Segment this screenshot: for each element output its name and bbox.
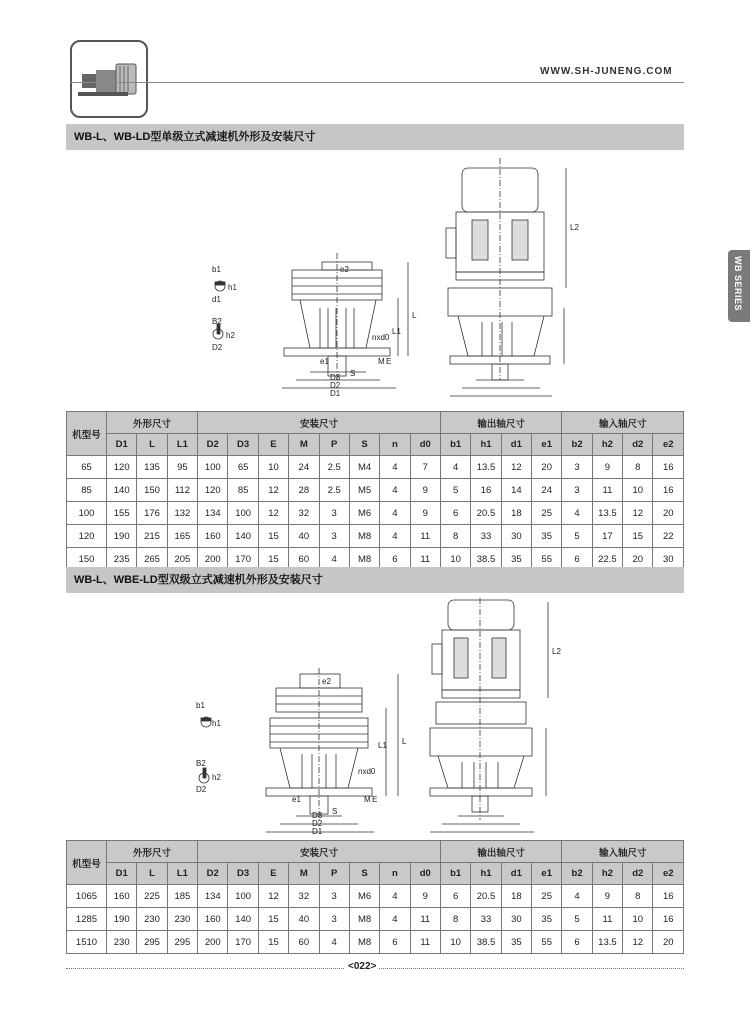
col-header: P xyxy=(319,863,349,885)
col-header: D3 xyxy=(228,434,258,456)
table-cell: M8 xyxy=(349,525,379,548)
table-row xyxy=(67,502,684,525)
table-cell: 38.5 xyxy=(471,931,501,954)
table2 xyxy=(66,840,684,954)
table-cell: 205 xyxy=(167,548,197,571)
col-header: d0 xyxy=(410,434,440,456)
table-cell: 35 xyxy=(501,931,531,954)
header-rule xyxy=(70,82,684,83)
col-header: P xyxy=(319,434,349,456)
table-cell: 165 xyxy=(167,525,197,548)
table-cell: 2.5 xyxy=(319,456,349,479)
table-cell: 170 xyxy=(228,931,258,954)
table-cell: 15 xyxy=(258,931,288,954)
table-cell: 15 xyxy=(258,908,288,931)
table-cell: 30 xyxy=(501,908,531,931)
table-cell: 16 xyxy=(653,908,684,931)
col-header: L xyxy=(137,863,167,885)
model-cell: 1285 xyxy=(67,908,107,931)
table2-group-outline: 外形尺寸 xyxy=(107,841,198,863)
table-cell: 150 xyxy=(137,479,167,502)
col-header: h1 xyxy=(471,863,501,885)
s1-label-e: E xyxy=(386,357,392,366)
s1-label-s: S xyxy=(350,369,356,378)
table-cell: 6 xyxy=(440,502,470,525)
table-cell: 15 xyxy=(258,525,288,548)
table-cell: 4 xyxy=(380,502,410,525)
table-cell: 7 xyxy=(410,456,440,479)
col-header: M xyxy=(289,434,319,456)
table-cell: M8 xyxy=(349,931,379,954)
s2-label-s: S xyxy=(332,807,338,816)
table-cell: 5 xyxy=(440,479,470,502)
s1-label-nxd0: nxd0 xyxy=(372,333,390,342)
table-cell: 4 xyxy=(380,479,410,502)
col-header: D1 xyxy=(107,434,137,456)
table2-model-header: 机型号 xyxy=(67,841,107,885)
s2-label-h1: h1 xyxy=(212,719,221,728)
col-header: d1 xyxy=(501,434,531,456)
table-cell: 230 xyxy=(167,908,197,931)
s2-label-e2: e2 xyxy=(322,677,331,686)
table-cell: 160 xyxy=(198,525,228,548)
table-cell: 100 xyxy=(228,502,258,525)
table-cell: 8 xyxy=(623,885,653,908)
table-cell: 24 xyxy=(289,456,319,479)
s1-label-d1-dim: D1 xyxy=(330,389,341,398)
s1-label-l2: L2 xyxy=(570,223,579,232)
table1-group-output: 输出轴尺寸 xyxy=(440,412,561,434)
table-cell: 15 xyxy=(258,548,288,571)
table-cell: M6 xyxy=(349,502,379,525)
col-header: S xyxy=(349,863,379,885)
table-cell: 30 xyxy=(501,525,531,548)
table2-group-output: 输出轴尺寸 xyxy=(440,841,561,863)
table-cell: 134 xyxy=(198,885,228,908)
s2-label-b2: B2 xyxy=(196,759,206,768)
table-cell: 18 xyxy=(501,502,531,525)
table-cell: 265 xyxy=(137,548,167,571)
s1-label-b1: b1 xyxy=(212,265,221,274)
table-cell: 3 xyxy=(319,525,349,548)
table-cell: M4 xyxy=(349,456,379,479)
table-cell: 230 xyxy=(137,908,167,931)
col-header: E xyxy=(258,434,288,456)
table-cell: 3 xyxy=(562,456,592,479)
table-cell: 100 xyxy=(198,456,228,479)
col-header: S xyxy=(349,434,379,456)
table2-body xyxy=(67,885,684,954)
table2-group-install: 安装尺寸 xyxy=(198,841,441,863)
table-cell: 11 xyxy=(592,908,622,931)
table-cell: 3 xyxy=(319,885,349,908)
table-cell: 120 xyxy=(107,456,137,479)
table-cell: 20 xyxy=(653,502,684,525)
table-cell: 9 xyxy=(410,885,440,908)
table-cell: 33 xyxy=(471,525,501,548)
table1-body xyxy=(67,456,684,571)
col-header: h2 xyxy=(592,863,622,885)
table-cell: 140 xyxy=(228,908,258,931)
table-cell: 8 xyxy=(623,456,653,479)
table-cell: 16 xyxy=(653,885,684,908)
table-cell: 20.5 xyxy=(471,885,501,908)
table-cell: 16 xyxy=(653,479,684,502)
table-cell: 20 xyxy=(653,931,684,954)
table1-model-header: 机型号 xyxy=(67,412,107,456)
col-header: M xyxy=(289,863,319,885)
s2-label-l1: L1 xyxy=(378,741,387,750)
model-cell: 1510 xyxy=(67,931,107,954)
table-cell: 10 xyxy=(623,479,653,502)
table-cell: 11 xyxy=(410,931,440,954)
table-cell: 140 xyxy=(107,479,137,502)
table-cell: 10 xyxy=(440,548,470,571)
table-cell: 2.5 xyxy=(319,479,349,502)
table-cell: 6 xyxy=(440,885,470,908)
model-cell: 1065 xyxy=(67,885,107,908)
s2-label-e1: e1 xyxy=(292,795,301,804)
col-header: e2 xyxy=(653,863,684,885)
col-header: D1 xyxy=(107,863,137,885)
table-cell: 22 xyxy=(653,525,684,548)
table-cell: 18 xyxy=(501,885,531,908)
header-logo xyxy=(70,40,148,118)
table-cell: 235 xyxy=(107,548,137,571)
table-cell: 60 xyxy=(289,548,319,571)
section1-drawing xyxy=(200,158,600,408)
table-cell: 132 xyxy=(167,502,197,525)
col-header: D2 xyxy=(198,434,228,456)
table1-group-outline: 外形尺寸 xyxy=(107,412,198,434)
table-row xyxy=(67,479,684,502)
col-header: d2 xyxy=(623,434,653,456)
col-header: L xyxy=(137,434,167,456)
col-header: b1 xyxy=(440,863,470,885)
table-cell: 112 xyxy=(167,479,197,502)
table-cell: 15 xyxy=(623,525,653,548)
table-cell: 9 xyxy=(592,885,622,908)
table-cell: M5 xyxy=(349,479,379,502)
section1-title: WB-L、WB-LD型单级立式减速机外形及安装尺寸 xyxy=(66,124,684,150)
table-cell: 30 xyxy=(653,548,684,571)
table-cell: 176 xyxy=(137,502,167,525)
s2-label-l2: L2 xyxy=(552,647,561,656)
table-cell: 24 xyxy=(532,479,562,502)
table-cell: 55 xyxy=(532,548,562,571)
table-cell: 32 xyxy=(289,502,319,525)
table-row xyxy=(67,908,684,931)
table-cell: 11 xyxy=(410,525,440,548)
table-cell: 10 xyxy=(258,456,288,479)
s2-label-m: M xyxy=(364,795,371,804)
table-cell: 65 xyxy=(228,456,258,479)
col-header: d0 xyxy=(410,863,440,885)
table-cell: M8 xyxy=(349,548,379,571)
table-cell: 120 xyxy=(198,479,228,502)
table-cell: 9 xyxy=(592,456,622,479)
table2-col-row xyxy=(67,863,684,885)
col-header: e1 xyxy=(532,434,562,456)
table1-col-row xyxy=(67,434,684,456)
table-cell: 85 xyxy=(228,479,258,502)
s1-label-e1: e1 xyxy=(320,357,329,366)
table-cell: 40 xyxy=(289,908,319,931)
s2-label-b1: b1 xyxy=(196,701,205,710)
s1-label-b2: B2 xyxy=(212,317,222,326)
table-cell: 6 xyxy=(380,548,410,571)
s2-label-dd2: D2 xyxy=(312,819,323,828)
table-row xyxy=(67,931,684,954)
s1-label-e2: e2 xyxy=(340,265,349,274)
table-cell: 170 xyxy=(228,548,258,571)
table-cell: 225 xyxy=(137,885,167,908)
table-cell: 295 xyxy=(167,931,197,954)
table-cell: 8 xyxy=(440,525,470,548)
col-header: L1 xyxy=(167,863,197,885)
table-cell: 11 xyxy=(410,548,440,571)
table-cell: 135 xyxy=(137,456,167,479)
table-cell: 13.5 xyxy=(592,502,622,525)
table-cell: 8 xyxy=(440,908,470,931)
col-header: b2 xyxy=(562,863,592,885)
section2-drawing xyxy=(180,598,600,838)
table-cell: 190 xyxy=(107,908,137,931)
table-cell: 6 xyxy=(562,931,592,954)
table-cell: 55 xyxy=(532,931,562,954)
table-cell: 16 xyxy=(471,479,501,502)
s2-label-e: E xyxy=(372,795,378,804)
s2-label-l: L xyxy=(402,737,407,746)
table-cell: 134 xyxy=(198,502,228,525)
s1-label-h2: h2 xyxy=(226,331,235,340)
side-tab[interactable] xyxy=(728,250,750,322)
s2-label-d1-dim: D1 xyxy=(312,827,323,836)
table-cell: 200 xyxy=(198,931,228,954)
table-cell: 4 xyxy=(562,502,592,525)
table1-group-row xyxy=(67,412,684,434)
table-cell: 25 xyxy=(532,885,562,908)
s1-label-d1: d1 xyxy=(212,295,221,304)
s2-label-nxd0: nxd0 xyxy=(358,767,376,776)
table-cell: 33 xyxy=(471,908,501,931)
table-cell: 20 xyxy=(623,548,653,571)
col-header: L1 xyxy=(167,434,197,456)
col-header: b1 xyxy=(440,434,470,456)
col-header: e2 xyxy=(653,434,684,456)
model-cell: 120 xyxy=(67,525,107,548)
col-header: n xyxy=(380,434,410,456)
side-tab-label: WB SERIES xyxy=(733,256,743,312)
table-cell: 22.5 xyxy=(592,548,622,571)
table-cell: 3 xyxy=(319,502,349,525)
table-cell: M8 xyxy=(349,908,379,931)
table-cell: 6 xyxy=(562,548,592,571)
col-header: b2 xyxy=(562,434,592,456)
s2-label-h2: h2 xyxy=(212,773,221,782)
table-cell: 140 xyxy=(228,525,258,548)
table-cell: 3 xyxy=(319,908,349,931)
model-cell: 100 xyxy=(67,502,107,525)
table-cell: 10 xyxy=(440,931,470,954)
s1-label-dd2: D2 xyxy=(330,381,341,390)
col-header: h2 xyxy=(592,434,622,456)
col-header: D3 xyxy=(228,863,258,885)
s2-label-d3: D3 xyxy=(312,811,323,820)
table-cell: 25 xyxy=(532,502,562,525)
website[interactable]: WWW.SH-JUNENG.COM xyxy=(540,66,673,77)
s1-label-m: M xyxy=(378,357,385,366)
col-header: d2 xyxy=(623,863,653,885)
table1 xyxy=(66,411,684,571)
table-cell: 35 xyxy=(501,548,531,571)
table-cell: 4 xyxy=(380,885,410,908)
table-cell: 38.5 xyxy=(471,548,501,571)
table-cell: 11 xyxy=(410,908,440,931)
table-cell: 35 xyxy=(532,908,562,931)
col-header: h1 xyxy=(471,434,501,456)
gear-motor-icon xyxy=(72,42,146,116)
col-header: d1 xyxy=(501,863,531,885)
table-cell: 95 xyxy=(167,456,197,479)
table-cell: 185 xyxy=(167,885,197,908)
table-cell: 11 xyxy=(592,479,622,502)
model-cell: 65 xyxy=(67,456,107,479)
table-cell: 12 xyxy=(501,456,531,479)
table-cell: 14 xyxy=(501,479,531,502)
model-cell: 150 xyxy=(67,548,107,571)
model-cell: 85 xyxy=(67,479,107,502)
table-cell: 160 xyxy=(107,885,137,908)
table-cell: 295 xyxy=(137,931,167,954)
table-cell: 35 xyxy=(532,525,562,548)
col-header: D2 xyxy=(198,863,228,885)
table-cell: 12 xyxy=(258,885,288,908)
table-cell: 9 xyxy=(410,502,440,525)
table-cell: 190 xyxy=(107,525,137,548)
table-row xyxy=(67,456,684,479)
s1-label-l: L xyxy=(412,311,417,320)
table-cell: 4 xyxy=(380,456,410,479)
table-cell: 16 xyxy=(653,456,684,479)
table-cell: 4 xyxy=(380,908,410,931)
table2-group-row xyxy=(67,841,684,863)
table-cell: 12 xyxy=(623,502,653,525)
table-cell: 12 xyxy=(623,931,653,954)
col-header: n xyxy=(380,863,410,885)
table1-group-input: 输入轴尺寸 xyxy=(562,412,684,434)
table-cell: 32 xyxy=(289,885,319,908)
table2-group-input: 输入轴尺寸 xyxy=(562,841,684,863)
table-cell: 215 xyxy=(137,525,167,548)
table-cell: 155 xyxy=(107,502,137,525)
table-row xyxy=(67,525,684,548)
page-number: <022> xyxy=(345,961,379,972)
section2-title: WB-L、WBE-LD型双级立式减速机外形及安装尺寸 xyxy=(66,567,684,593)
col-header: e1 xyxy=(532,863,562,885)
table-cell: 28 xyxy=(289,479,319,502)
table-cell: 9 xyxy=(410,479,440,502)
table-row xyxy=(67,885,684,908)
table-cell: 6 xyxy=(380,931,410,954)
s1-label-d2: D2 xyxy=(212,343,223,352)
col-header: E xyxy=(258,863,288,885)
table-cell: 100 xyxy=(228,885,258,908)
table-cell: 200 xyxy=(198,548,228,571)
s1-label-d3: D3 xyxy=(330,373,341,382)
table-cell: 20 xyxy=(532,456,562,479)
table-cell: 13.5 xyxy=(471,456,501,479)
table-cell: 4 xyxy=(562,885,592,908)
table-cell: 13.5 xyxy=(592,931,622,954)
table-cell: 4 xyxy=(440,456,470,479)
table-cell: 160 xyxy=(198,908,228,931)
s1-label-l1: L1 xyxy=(392,327,401,336)
table-cell: 4 xyxy=(319,548,349,571)
table-cell: 40 xyxy=(289,525,319,548)
table-cell: 10 xyxy=(623,908,653,931)
table-cell: 230 xyxy=(107,931,137,954)
table-cell: 3 xyxy=(562,479,592,502)
table-cell: 4 xyxy=(380,525,410,548)
table-cell: 4 xyxy=(319,931,349,954)
table-cell: 12 xyxy=(258,479,288,502)
table1-group-install: 安装尺寸 xyxy=(198,412,441,434)
table-cell: 5 xyxy=(562,525,592,548)
table-cell: 17 xyxy=(592,525,622,548)
s2-label-d2: D2 xyxy=(196,785,207,794)
table-cell: 5 xyxy=(562,908,592,931)
table-cell: 12 xyxy=(258,502,288,525)
s1-label-h1: h1 xyxy=(228,283,237,292)
table-cell: 20.5 xyxy=(471,502,501,525)
table-cell: 60 xyxy=(289,931,319,954)
table-cell: M6 xyxy=(349,885,379,908)
